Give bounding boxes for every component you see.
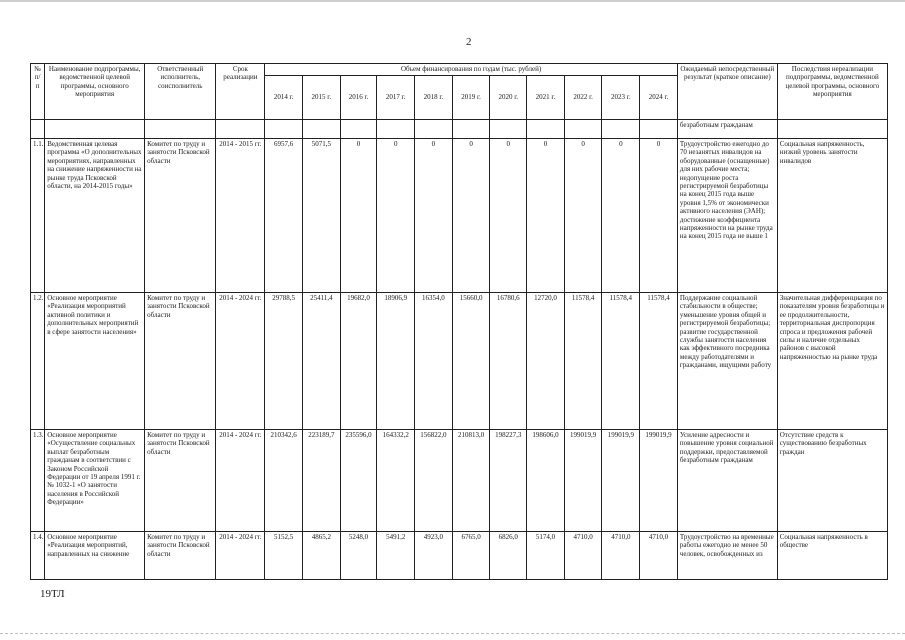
- row-num: 1.1.: [31, 139, 45, 293]
- table-row: [31, 532, 888, 580]
- row-term: 2014 - 2024 гг.: [216, 430, 265, 532]
- page-number: 2: [466, 36, 472, 48]
- row-value: 156822,0: [415, 430, 453, 532]
- row-name: Основное мероприятие «Реализация мероприятий активной политики и дополнительных мероприятий в сфере занятости населения»: [45, 293, 145, 430]
- header-result: Ожидаемый непосредственный результат (краткое описание): [677, 64, 777, 120]
- row-value: 4865,2: [303, 532, 341, 580]
- row-result: Трудоустройство ежегодно до 70 незанятых инвалидов на оборудованные (оснащенные) для них рабочие места; недопущение роста регистрируемой безработицы на конец 2015 года выше уровня 1,5% от экономически активного населения (ЭАН); достижение коэффициента напряженности на рынке труда на конец 2015 года не выше 1: [677, 139, 777, 293]
- year-header: 2018 г.: [415, 76, 453, 120]
- row-result: Трудоустройство на временные работы ежегодно не менее 50 человек, освобожденных из: [677, 532, 777, 580]
- row-consequences: Социальная напряженность в обществе: [777, 532, 887, 580]
- row-value: 0: [415, 139, 453, 293]
- year-header: 2024 г.: [640, 76, 678, 120]
- table-row: [31, 139, 888, 293]
- row-value: 0: [377, 139, 415, 293]
- row-value: 199019,9: [640, 430, 678, 532]
- row-value: 5174,0: [527, 532, 565, 580]
- row-value: 4710,0: [640, 532, 678, 580]
- row-value: 0: [340, 139, 377, 293]
- header-name: Наименование подпрограммы, ведомственной целевой программы, основного мероприятия: [45, 64, 145, 120]
- row-value: 4923,0: [415, 532, 453, 580]
- row-name: Основное мероприятие «Реализация мероприятий, направленных на снижение: [45, 532, 145, 580]
- row-value: 16354,0: [415, 293, 453, 430]
- row-value: 12720,0: [527, 293, 565, 430]
- scan-bottom-edge: [0, 633, 905, 635]
- row-value: 6765,0: [452, 532, 490, 580]
- continuation-row: [31, 120, 888, 139]
- row-value: 16780,6: [490, 293, 527, 430]
- year-header: 2015 г.: [303, 76, 341, 120]
- year-header: 2020 г.: [490, 76, 527, 120]
- year-header: 2014 г.: [265, 76, 303, 120]
- year-header: 2017 г.: [377, 76, 415, 120]
- row-value: 164332,2: [377, 430, 415, 532]
- row-value: 18906,9: [377, 293, 415, 430]
- row-result: Поддержание социальной стабильности в обществе; уменьшение уровня общей и регистрируемой безработицы; развитие государственной службы занятости населения как эффективного посредника между работодателями и гражданами, ищущими работу: [677, 293, 777, 430]
- row-value: 6957,6: [265, 139, 303, 293]
- row-term: 2014 - 2015 гг.: [216, 139, 265, 293]
- row-value: 235596,0: [340, 430, 377, 532]
- row-num: 1.3.: [31, 430, 45, 532]
- row-value: 4710,0: [602, 532, 640, 580]
- row-value: 0: [452, 139, 490, 293]
- row-value: 199019,9: [602, 430, 640, 532]
- header-consequences: Последствия нереализации подпрограммы, ведомственной целевой программы, основного мероприятия: [777, 64, 887, 120]
- row-value: 29788,5: [265, 293, 303, 430]
- row-value: 0: [602, 139, 640, 293]
- row-value: 11578,4: [564, 293, 602, 430]
- row-consequences: Социальная напряженность, низкий уровень занятости инвалидов: [777, 139, 887, 293]
- row-result: Усиление адресности и повышение уровня социальной поддержки, предоставляемой безработным гражданам: [677, 430, 777, 532]
- row-consequences: Значительная дифференциация по показателям уровня безработицы и ее продолжительности, территориальная диспропорция спроса и предложения рабочей силы и наличие отдельных районов с высокой напряженностью на рынке труда: [777, 293, 887, 430]
- row-value: 198227,3: [490, 430, 527, 532]
- header-term: Срок реализации: [216, 64, 265, 120]
- year-header: 2021 г.: [527, 76, 565, 120]
- row-responsible: Комитет по труду и занятости Псковской области: [145, 139, 216, 293]
- row-responsible: Комитет по труду и занятости Псковской области: [145, 293, 216, 430]
- row-term: 2014 - 2024 гг.: [216, 532, 265, 580]
- row-value: 6826,0: [490, 532, 527, 580]
- program-table: [30, 63, 888, 580]
- header-responsible: Ответственный исполнитель, соисполнитель: [145, 64, 216, 120]
- row-value: 0: [490, 139, 527, 293]
- row-value: 210813,0: [452, 430, 490, 532]
- row-value: 0: [640, 139, 678, 293]
- table-row: [31, 293, 888, 430]
- row-num: 1.4.: [31, 532, 45, 580]
- year-header: 2022 г.: [564, 76, 602, 120]
- row-value: 4710,0: [564, 532, 602, 580]
- row-consequences: Отсутствие средств к существованию безработных граждан: [777, 430, 887, 532]
- row-value: 11578,4: [640, 293, 678, 430]
- table-row: [31, 430, 888, 532]
- row-num: 1.2.: [31, 293, 45, 430]
- row-value: 0: [564, 139, 602, 293]
- row-value: 25411,4: [303, 293, 341, 430]
- row-value: 5152,5: [265, 532, 303, 580]
- row-term: 2014 - 2024 гг.: [216, 293, 265, 430]
- footer-code: 19ТЛ: [40, 588, 65, 600]
- row-value: 210342,6: [265, 430, 303, 532]
- year-header: 2019 г.: [452, 76, 490, 120]
- row-name: Ведомственная целевая программа «О дополнительных мероприятиях, направленных на снижение напряженности на рынке труда Псковской области, на 2014-2015 годы»: [45, 139, 145, 293]
- header-financing: Объем финансирования по годам (тыс. рублей): [265, 64, 678, 76]
- row-name: Основное мероприятие «Осуществление социальных выплат безработным гражданам в соответствии с Законом Российской Федерации от 19 апреля 1991 г. № 1032-1 «О занятости населения в Российской Федерации»: [45, 430, 145, 532]
- row-value: 11578,4: [602, 293, 640, 430]
- scan-top-edge: [0, 0, 905, 2]
- row-responsible: Комитет по труду и занятости Псковской области: [145, 430, 216, 532]
- header-row: [31, 64, 888, 76]
- header-num: № п/п: [31, 64, 45, 120]
- row-responsible: Комитет по труду и занятости Псковской области: [145, 532, 216, 580]
- continuation-text: безработным гражданам: [677, 120, 777, 139]
- row-value: 19682,0: [340, 293, 377, 430]
- row-value: 0: [527, 139, 565, 293]
- year-header: 2023 г.: [602, 76, 640, 120]
- row-value: 5248,0: [340, 532, 377, 580]
- row-value: 198606,0: [527, 430, 565, 532]
- row-value: 5071,5: [303, 139, 341, 293]
- row-value: 223189,7: [303, 430, 341, 532]
- year-header: 2016 г.: [340, 76, 377, 120]
- row-value: 5491,2: [377, 532, 415, 580]
- row-value: 15660,0: [452, 293, 490, 430]
- row-value: 199019,9: [564, 430, 602, 532]
